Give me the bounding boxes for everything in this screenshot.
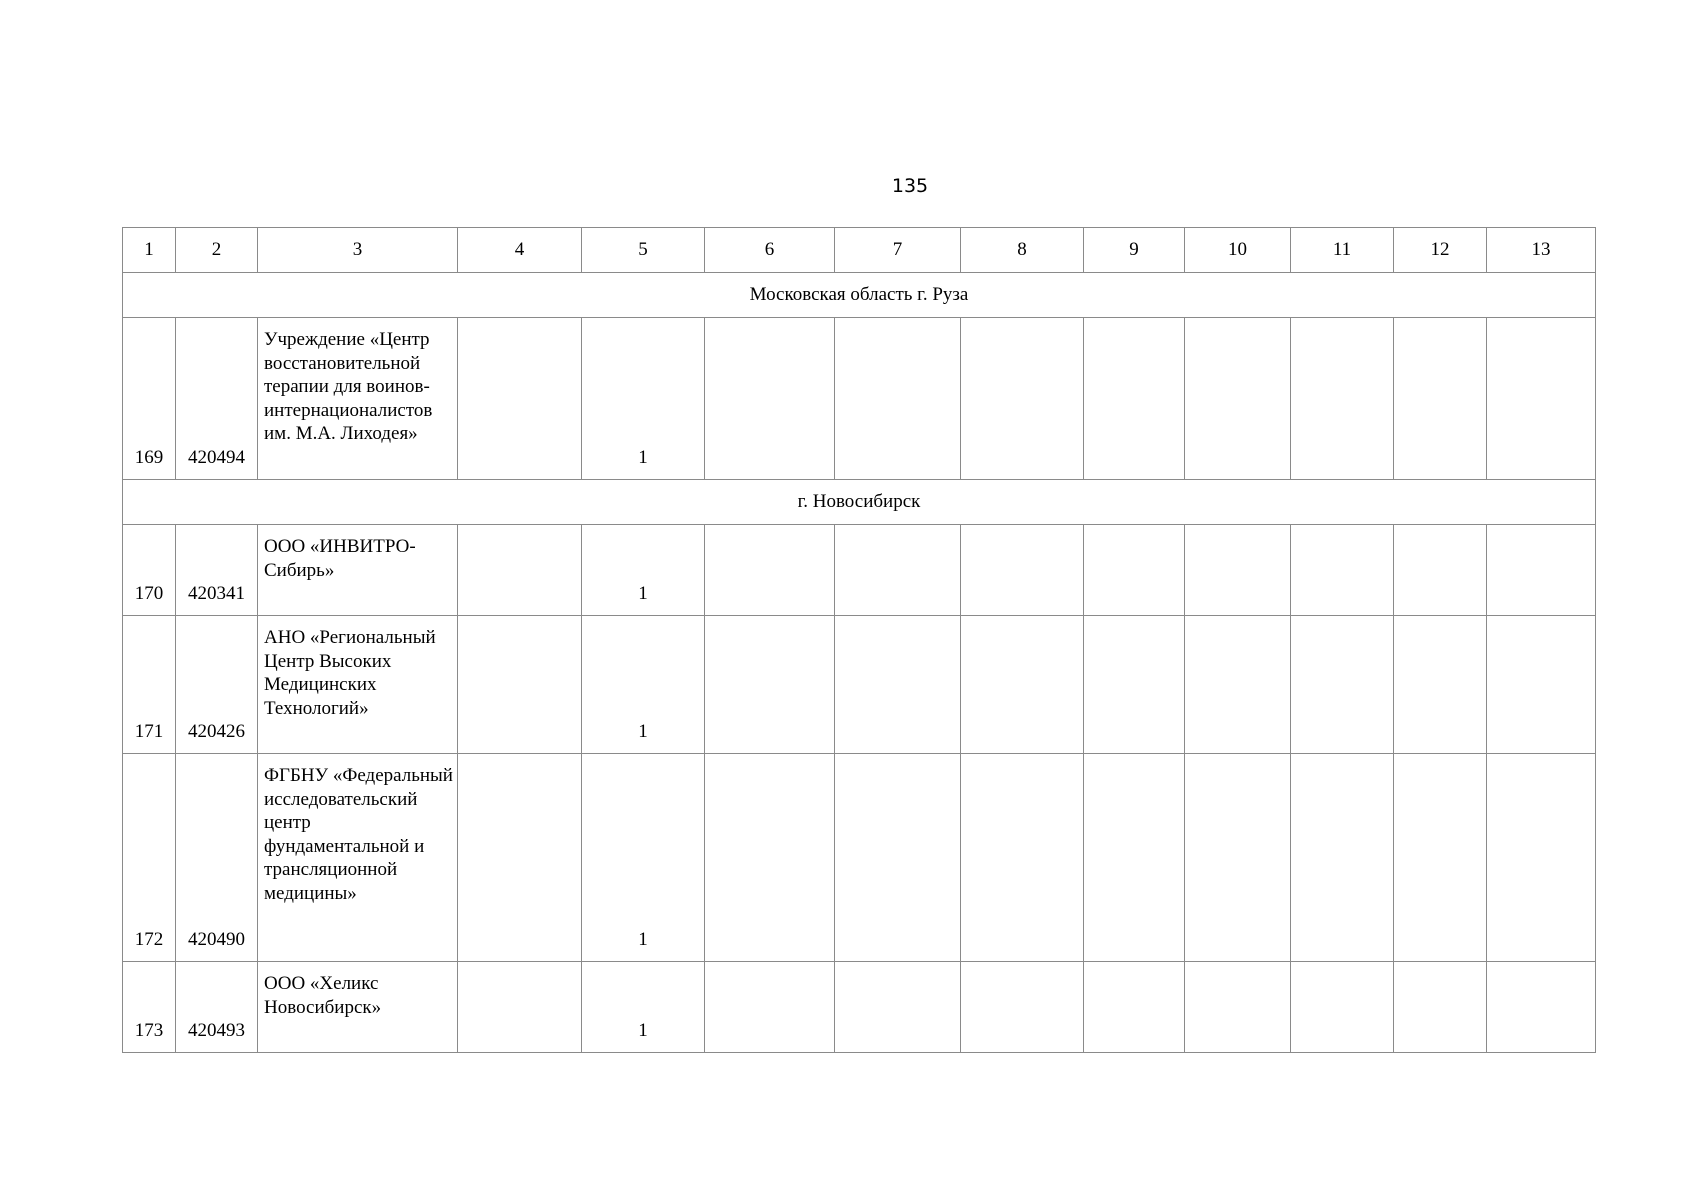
column-header: 10	[1185, 228, 1291, 273]
region-row	[123, 480, 1596, 525]
empty-cell	[1394, 616, 1487, 754]
row-code: 420341	[176, 525, 258, 616]
column-header: 5	[582, 228, 705, 273]
column-header: 8	[961, 228, 1084, 273]
row-code: 420490	[176, 754, 258, 962]
empty-cell	[961, 962, 1084, 1053]
row-institution-name: ООО «Хеликс Новосибирск»	[258, 962, 458, 1053]
page-number: 135	[891, 175, 929, 197]
empty-cell	[1291, 754, 1394, 962]
empty-cell	[1394, 525, 1487, 616]
column-header: 9	[1084, 228, 1185, 273]
empty-cell	[961, 525, 1084, 616]
empty-cell	[835, 318, 961, 480]
empty-cell	[961, 318, 1084, 480]
row-institution-name: Учреждение «Центр восстановительной терапии для воинов-интернационалистов им. М.А. Лиходея»	[258, 318, 458, 480]
empty-cell	[1185, 754, 1291, 962]
column-header: 6	[705, 228, 835, 273]
table-row	[123, 318, 1596, 480]
empty-cell	[835, 525, 961, 616]
empty-cell	[458, 616, 582, 754]
empty-cell	[458, 754, 582, 962]
region-label: Московская область г. Руза	[123, 273, 1596, 318]
region-row	[123, 273, 1596, 318]
empty-cell	[1084, 962, 1185, 1053]
empty-cell	[1291, 616, 1394, 754]
empty-cell	[1291, 962, 1394, 1053]
empty-cell	[458, 962, 582, 1053]
empty-cell	[705, 754, 835, 962]
empty-cell	[1084, 616, 1185, 754]
row-number: 173	[123, 962, 176, 1053]
empty-cell	[835, 962, 961, 1053]
row-number: 171	[123, 616, 176, 754]
empty-cell	[1487, 525, 1596, 616]
row-code: 420494	[176, 318, 258, 480]
empty-cell	[1291, 318, 1394, 480]
empty-cell	[1084, 318, 1185, 480]
column-header: 3	[258, 228, 458, 273]
empty-cell	[1185, 525, 1291, 616]
row-col5-value: 1	[582, 616, 705, 754]
row-col5-value: 1	[582, 525, 705, 616]
empty-cell	[705, 962, 835, 1053]
column-header: 1	[123, 228, 176, 273]
empty-cell	[1394, 754, 1487, 962]
table-row	[123, 754, 1596, 962]
empty-cell	[1185, 616, 1291, 754]
row-col5-value: 1	[582, 754, 705, 962]
column-header: 12	[1394, 228, 1487, 273]
empty-cell	[1487, 962, 1596, 1053]
institutions-table	[122, 227, 1596, 1053]
empty-cell	[1291, 525, 1394, 616]
empty-cell	[961, 754, 1084, 962]
row-col5-value: 1	[582, 962, 705, 1053]
table-row	[123, 525, 1596, 616]
empty-cell	[1394, 962, 1487, 1053]
row-number: 169	[123, 318, 176, 480]
column-header: 4	[458, 228, 582, 273]
empty-cell	[705, 616, 835, 754]
empty-cell	[705, 318, 835, 480]
row-institution-name: ФГБНУ «Федеральный исследовательский центр фундаментальной и трансляционной медицины»	[258, 754, 458, 962]
empty-cell	[961, 616, 1084, 754]
empty-cell	[458, 525, 582, 616]
header-row	[123, 228, 1596, 273]
empty-cell	[1084, 525, 1185, 616]
row-number: 170	[123, 525, 176, 616]
empty-cell	[1487, 616, 1596, 754]
empty-cell	[1487, 318, 1596, 480]
region-label: г. Новосибирск	[123, 480, 1596, 525]
row-col5-value: 1	[582, 318, 705, 480]
empty-cell	[835, 616, 961, 754]
table-row	[123, 962, 1596, 1053]
column-header: 7	[835, 228, 961, 273]
empty-cell	[705, 525, 835, 616]
column-header: 13	[1487, 228, 1596, 273]
row-number: 172	[123, 754, 176, 962]
empty-cell	[1487, 754, 1596, 962]
empty-cell	[1185, 962, 1291, 1053]
empty-cell	[1185, 318, 1291, 480]
table-row	[123, 616, 1596, 754]
column-header: 11	[1291, 228, 1394, 273]
empty-cell	[458, 318, 582, 480]
row-code: 420493	[176, 962, 258, 1053]
row-code: 420426	[176, 616, 258, 754]
row-institution-name: ООО «ИНВИТРО-Сибирь»	[258, 525, 458, 616]
empty-cell	[1084, 754, 1185, 962]
empty-cell	[1394, 318, 1487, 480]
empty-cell	[835, 754, 961, 962]
row-institution-name: АНО «Региональный Центр Высоких Медицинских Технологий»	[258, 616, 458, 754]
column-header: 2	[176, 228, 258, 273]
